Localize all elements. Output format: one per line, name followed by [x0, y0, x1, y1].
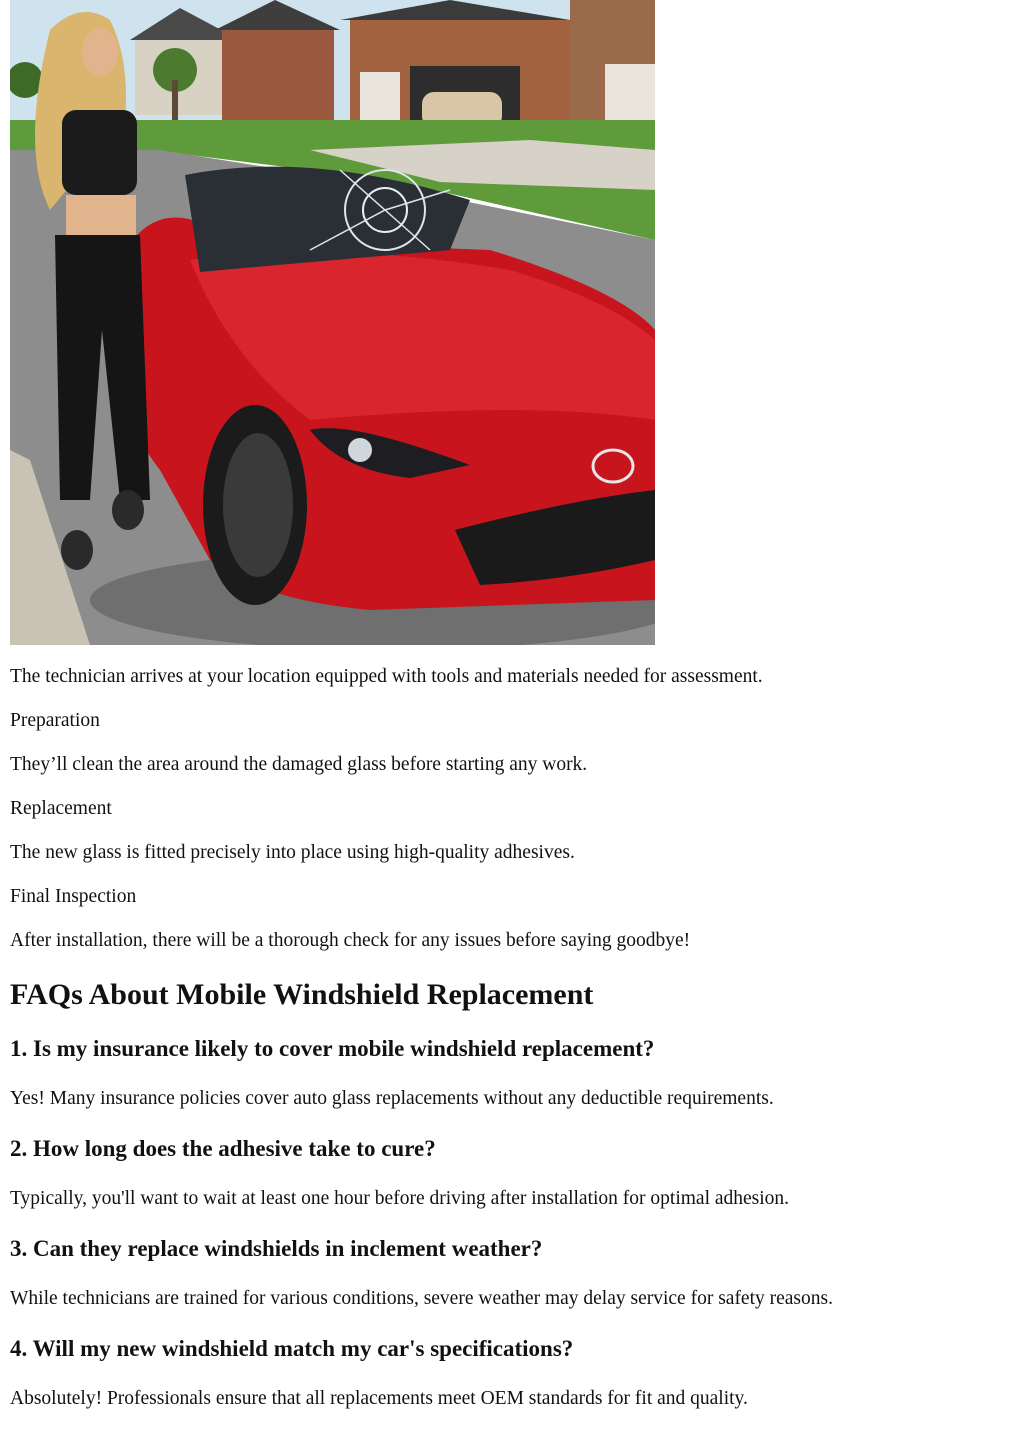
faq-answer: Absolutely! Professionals ensure that all replacements meet OEM standards for fit and quality.: [10, 1388, 748, 1409]
faq-question: 1. Is my insurance likely to cover mobile windshield replacement?: [10, 1036, 655, 1061]
step-replacement-text: The new glass is fitted precisely into place using high-quality adhesives.: [10, 842, 575, 863]
service-steps: [10, 665, 1010, 953]
step-replacement-title: Replacement: [10, 798, 112, 819]
faq-heading: FAQs About Mobile Windshield Replacement: [10, 978, 594, 1011]
step-arrival-text: The technician arrives at your location equipped with tools and materials needed for assessment.: [10, 666, 763, 687]
faq-answer: Typically, you'll want to wait at least one hour before driving after installation for optimal adhesion.: [10, 1188, 790, 1209]
faq-answer: While technicians are trained for various conditions, severe weather may delay service for safety reasons.: [10, 1288, 833, 1309]
faq-question: 2. How long does the adhesive take to cure?: [10, 1136, 436, 1161]
faq-answer: Yes! Many insurance policies cover auto glass replacements without any deductible requirements.: [10, 1088, 774, 1109]
step-preparation-title: Preparation: [10, 710, 100, 731]
hero-image: [10, 0, 655, 645]
car-photo-icon: [10, 0, 655, 645]
article-content: [10, 0, 1010, 1411]
faq-section: [10, 977, 1010, 1411]
step-inspection-title: Final Inspection: [10, 886, 137, 907]
faq-question: 3. Can they replace windshields in inclement weather?: [10, 1236, 543, 1261]
step-inspection-text: After installation, there will be a thorough check for any issues before saying goodbye!: [10, 930, 691, 951]
faq-question: 4. Will my new windshield match my car's specifications?: [10, 1336, 574, 1361]
step-preparation-text: They’ll clean the area around the damaged glass before starting any work.: [10, 754, 588, 775]
